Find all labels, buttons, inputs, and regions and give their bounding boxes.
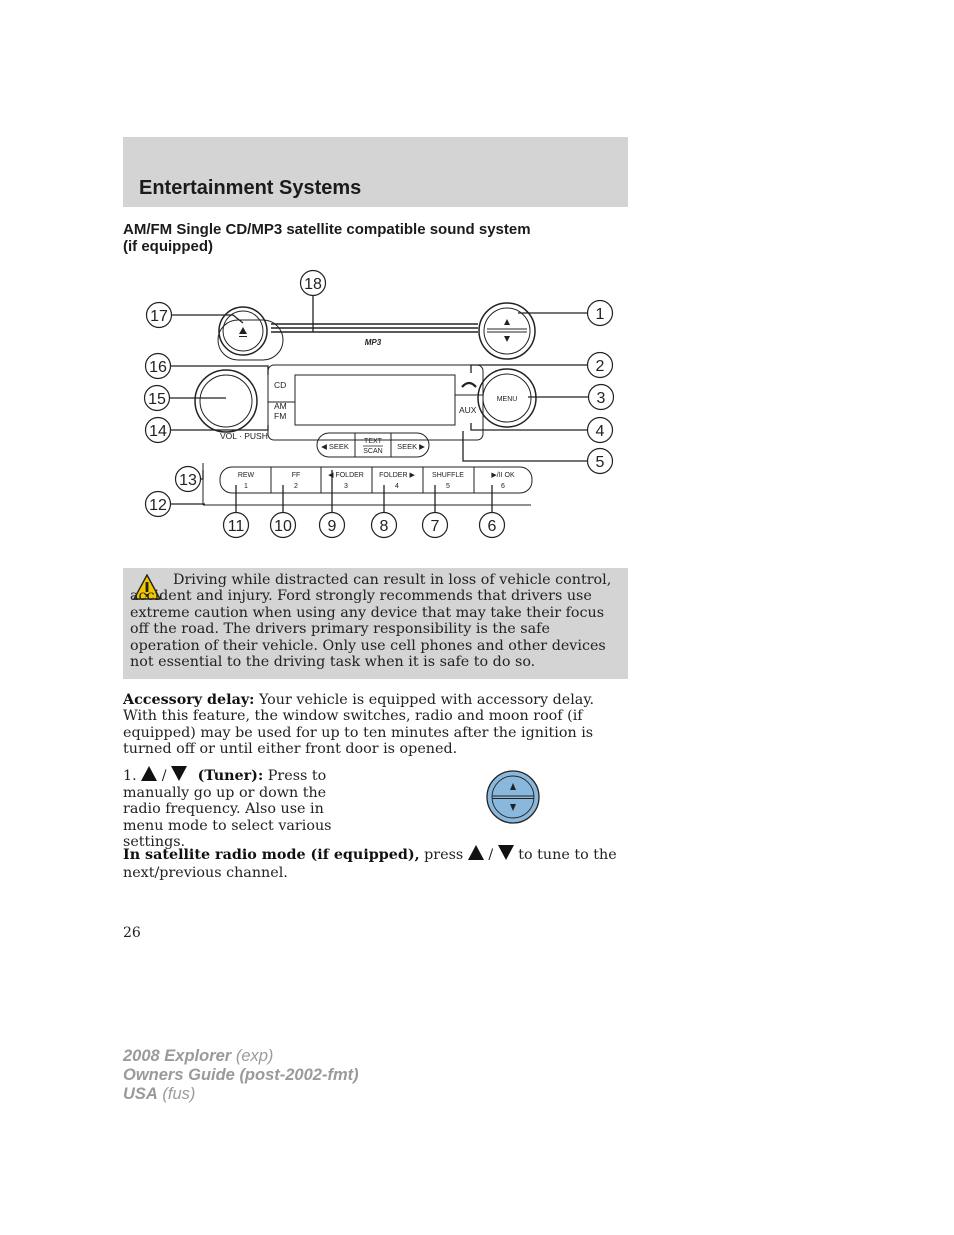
mp3-logo: MP3 <box>364 338 382 347</box>
tuner-label: (Tuner): <box>197 768 264 784</box>
accessory-delay-paragraph <box>123 692 628 758</box>
leader-line-2 <box>471 365 588 373</box>
fm-label: FM <box>274 411 287 421</box>
preset-label-6: ▶/II OK <box>491 472 515 479</box>
leader-line-17 <box>171 315 243 323</box>
preset-label-2: FF <box>291 472 301 479</box>
preset-label-3: ◀ FOLDER <box>328 472 364 479</box>
callout-label-1: 1 <box>595 306 605 323</box>
tuner-slash: / <box>161 768 167 784</box>
preset-number-5: 5 <box>446 483 450 490</box>
footer-model: 2008 Explorer <box>123 1047 232 1065</box>
callout-label-3: 3 <box>596 390 606 407</box>
leader-line-4 <box>471 423 588 430</box>
callout-label-10: 10 <box>274 518 292 535</box>
seek-left-label: ◀ SEEK <box>321 442 349 451</box>
satellite-rest-1: to tune to the <box>518 847 617 863</box>
preset-number-1: 1 <box>244 483 248 490</box>
callout-label-17: 17 <box>150 308 168 325</box>
preset-number-3: 3 <box>344 483 348 490</box>
callout-label-11: 11 <box>227 518 245 535</box>
preset-number-6: 6 <box>501 483 505 490</box>
callout-markers <box>145 271 614 538</box>
callout-label-16: 16 <box>149 359 167 376</box>
section-header <box>123 137 628 207</box>
footer-model-code: (exp) <box>231 1047 274 1065</box>
callout-label-4: 4 <box>595 423 605 440</box>
callout-label-9: 9 <box>327 518 337 535</box>
phone-icon <box>462 383 476 387</box>
satellite-slash: / <box>488 847 494 863</box>
tuner-knob-icon <box>486 770 540 824</box>
preset-number-2: 2 <box>294 483 298 490</box>
vol-push-label: VOL · PUSH <box>220 431 268 441</box>
warning-text: Driving while distracted can result in loss of vehicle control, accident and injury. Ford strongly recommends that drivers use extreme caution when using any device that may take their focus off the road. The drivers primary responsibility is the safe operation of their vehicle. Only use cell phones and other devices not essential to the driving task when it is safe to do so. <box>130 572 612 671</box>
eject-icon <box>239 327 247 334</box>
scan-label: SCAN <box>363 448 383 455</box>
callout-label-5: 5 <box>595 454 605 471</box>
preset-buttons <box>238 472 515 490</box>
seek-right-label: SEEK ▶ <box>397 442 425 451</box>
footer-guide: Owners Guide (post-2002-fmt) <box>123 1066 359 1084</box>
callout-label-15: 15 <box>148 391 166 408</box>
preset-label-1: REW <box>237 472 255 479</box>
footer-region-code: (fus) <box>157 1085 196 1103</box>
accessory-delay-label: Accessory delay: <box>123 692 255 708</box>
callout-label-6: 6 <box>487 518 497 535</box>
cd-label: CD <box>274 380 287 390</box>
down-arrow-icon <box>498 845 514 860</box>
satellite-paragraph <box>123 845 628 882</box>
callout-label-18: 18 <box>304 276 322 293</box>
satellite-rest-2: next/previous channel. <box>123 865 288 882</box>
tuner-text-inline: Press to <box>263 768 327 784</box>
callout-label-13: 13 <box>179 472 197 489</box>
callout-label-14: 14 <box>149 423 167 440</box>
leader-line-5 <box>463 431 588 461</box>
radio-diagram <box>123 265 628 555</box>
tune-up-icon <box>504 319 510 325</box>
aux-label: AUX <box>459 405 477 415</box>
satellite-press: press <box>419 847 468 863</box>
section-title: Entertainment Systems <box>139 177 362 199</box>
up-arrow-icon <box>141 766 157 781</box>
accessory-delay-text: Your vehicle is equipped with accessory delay. With this feature, the window switches, radio and moon roof (if equipped) may be used for up to ten minutes after the ignition is turned off or until either front door is opened. <box>123 692 595 758</box>
callout-label-7: 7 <box>430 518 440 535</box>
up-arrow-icon <box>468 845 484 860</box>
preset-number-4: 4 <box>395 483 399 490</box>
callout-label-8: 8 <box>379 518 389 535</box>
warning-box <box>123 568 628 679</box>
tuner-number: 1. <box>123 768 137 784</box>
preset-label-5: SHUFFLE <box>432 472 464 479</box>
subheading <box>123 221 593 255</box>
callout-label-12: 12 <box>149 497 167 514</box>
radio-faceplate <box>195 303 536 505</box>
tuner-text-rest: manually go up or down the radio frequency. Also use in menu mode to select various settings. <box>123 785 332 851</box>
footer-region: USA <box>123 1085 158 1103</box>
menu-label: MENU <box>496 396 518 403</box>
subheading-line-2: (if equipped) <box>123 238 213 255</box>
subheading-line-1: AM/FM Single CD/MP3 satellite compatible sound system <box>123 221 531 238</box>
tuner-paragraph <box>123 766 368 851</box>
satellite-label: In satellite radio mode (if equipped), <box>123 847 420 863</box>
tune-down-icon <box>504 336 510 342</box>
preset-label-4: FOLDER ▶ <box>379 472 415 479</box>
page-number: 26 <box>123 925 141 941</box>
text-label: TEXT <box>364 438 382 445</box>
am-label: AM <box>274 401 287 411</box>
footer <box>123 1047 359 1104</box>
callout-label-2: 2 <box>595 358 605 375</box>
down-arrow-icon <box>171 766 187 781</box>
